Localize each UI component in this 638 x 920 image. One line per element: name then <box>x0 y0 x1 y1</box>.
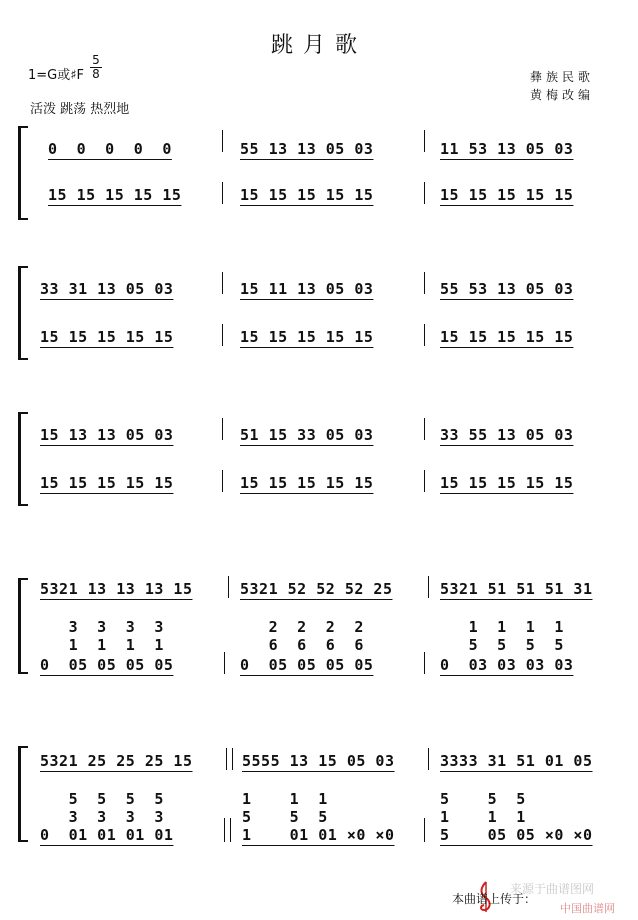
system-bracket <box>18 746 27 842</box>
watermark-text: 来源于曲谱图网 <box>510 882 595 896</box>
melody-measure: 0 0 0 0 0 <box>48 140 172 158</box>
bass-measure: 15 15 15 15 15 <box>240 474 374 492</box>
melody-measure: 55 53 13 05 03 <box>440 280 574 298</box>
barline <box>424 130 425 152</box>
chord-top-row: 5 5 5 5 <box>40 790 164 808</box>
system-bracket <box>18 266 27 360</box>
repeat-barline <box>232 748 233 770</box>
barline <box>424 182 425 204</box>
melody-measure: 11 53 13 05 03 <box>440 140 574 158</box>
bass-measure: 15 15 15 15 15 <box>240 186 374 204</box>
time-signature <box>90 54 102 81</box>
barline <box>424 418 425 440</box>
bass-measure: 5 05 05 ×0 ×0 <box>440 826 593 844</box>
bass-measure: 15 15 15 15 15 <box>40 474 174 492</box>
barline <box>224 818 225 842</box>
site-name[interactable]: 中国曲谱网 <box>560 902 615 915</box>
barline <box>424 470 425 492</box>
barline <box>222 130 223 152</box>
melody-measure: 3333 31 51 01 05 <box>440 752 593 770</box>
bass-measure: 0 05 05 05 05 <box>40 656 174 674</box>
melody-measure: 55 13 13 05 03 <box>240 140 374 158</box>
bass-measure: 15 15 15 15 15 <box>48 186 182 204</box>
chord-top-row: 5 5 5 <box>440 790 526 808</box>
tempo-marking: 活泼 跳荡 热烈地 <box>30 102 130 117</box>
melody-measure: 5321 13 13 13 15 <box>40 580 193 598</box>
bass-measure: 0 03 03 03 03 <box>440 656 574 674</box>
barline <box>226 748 227 770</box>
barline <box>224 652 225 674</box>
melody-measure: 33 31 13 05 03 <box>40 280 174 298</box>
key-signature: 1=G或♯F <box>28 68 85 83</box>
barline <box>222 272 223 294</box>
melody-measure: 51 15 33 05 03 <box>240 426 374 444</box>
barline <box>222 182 223 204</box>
chord-top-row: 3 3 3 3 <box>40 618 164 636</box>
barline <box>424 324 425 346</box>
bass-measure: 15 15 15 15 15 <box>240 328 374 346</box>
bass-measure: 0 05 05 05 05 <box>240 656 374 674</box>
barline <box>222 418 223 440</box>
melody-measure: 5555 13 15 05 03 <box>242 752 395 770</box>
melody-measure: 15 13 13 05 03 <box>40 426 174 444</box>
melody-measure: 5321 52 52 52 25 <box>240 580 393 598</box>
chord-top-row: 1 1 1 <box>242 790 328 808</box>
barline <box>222 324 223 346</box>
chord-mid-row: 3 3 3 3 <box>40 808 164 826</box>
meter-bottom: 8 <box>92 67 100 81</box>
chord-mid-row: 1 1 1 <box>440 808 526 826</box>
bass-measure: 0 01 01 01 01 <box>40 826 174 844</box>
barline <box>424 652 425 674</box>
system-bracket <box>18 578 27 674</box>
origin-credit: 彝族民歌 <box>530 70 595 84</box>
chord-mid-row: 1 1 1 1 <box>40 636 164 654</box>
bass-measure: 1 01 01 ×0 ×0 <box>242 826 395 844</box>
page-title: 跳月歌 <box>270 33 367 58</box>
system-bracket <box>18 126 27 220</box>
chord-top-row: 1 1 1 1 <box>440 618 564 636</box>
upload-note: 本曲谱上传于： <box>452 892 537 906</box>
barline <box>222 470 223 492</box>
barline <box>424 818 425 842</box>
barline <box>228 576 229 598</box>
bass-measure: 15 15 15 15 15 <box>440 474 574 492</box>
melody-measure: 5321 25 25 25 15 <box>40 752 193 770</box>
melody-measure: 33 55 13 05 03 <box>440 426 574 444</box>
chord-mid-row: 6 6 6 6 <box>240 636 364 654</box>
repeat-barline <box>230 818 231 842</box>
bass-measure: 15 15 15 15 15 <box>40 328 174 346</box>
barline <box>428 576 429 598</box>
bass-measure: 15 15 15 15 15 <box>440 186 574 204</box>
system-bracket <box>18 412 27 506</box>
chord-mid-row: 5 5 5 <box>242 808 328 826</box>
meter-top: 5 <box>92 53 100 67</box>
melody-measure: 5321 51 51 51 31 <box>440 580 593 598</box>
melody-measure: 15 11 13 05 03 <box>240 280 374 298</box>
chord-top-row: 2 2 2 2 <box>240 618 364 636</box>
bass-measure: 15 15 15 15 15 <box>440 328 574 346</box>
barline <box>428 748 429 770</box>
chord-mid-row: 5 5 5 5 <box>440 636 564 654</box>
arranger-credit: 黄梅改编 <box>530 88 595 102</box>
barline <box>424 272 425 294</box>
